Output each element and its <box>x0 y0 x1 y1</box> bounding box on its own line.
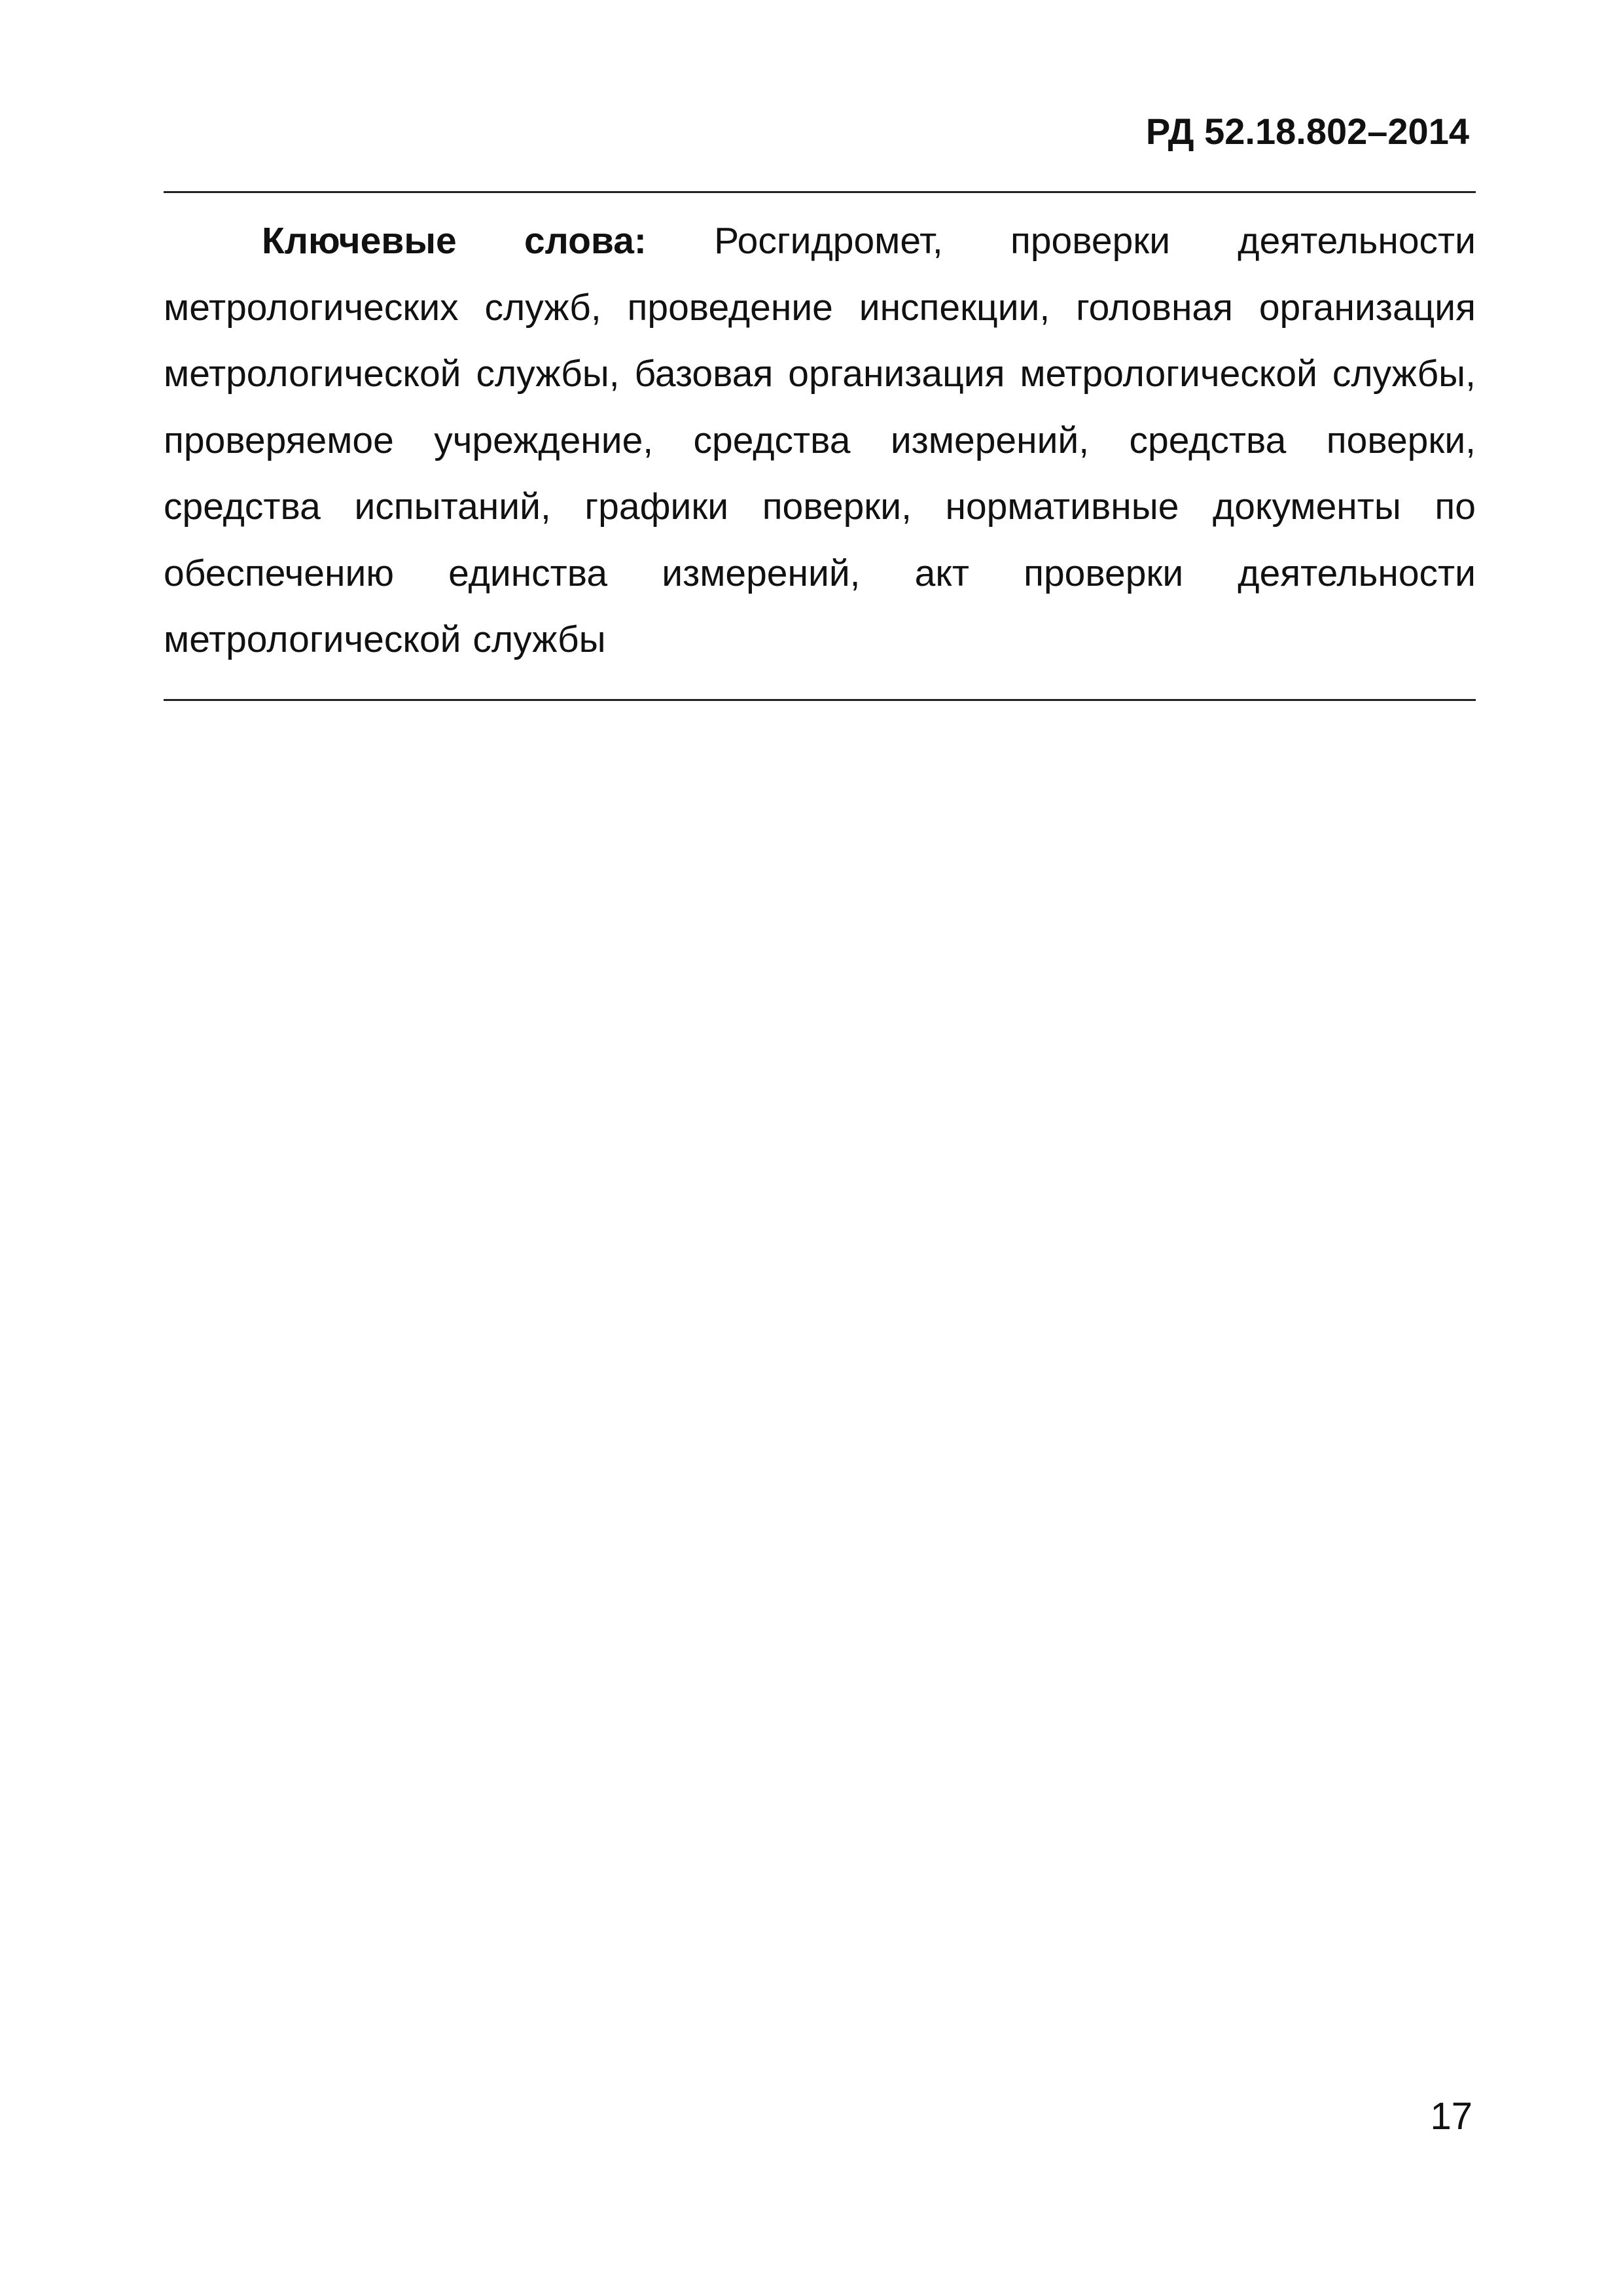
keywords-paragraph <box>164 208 1476 673</box>
document-code: РД 52.18.802–2014 <box>1145 111 1469 152</box>
page-number: 17 <box>1430 2095 1472 2138</box>
bottom-divider <box>164 699 1476 701</box>
keywords-text: Росгидромет, проверки деятельности метрологических служб, проведение инспекции, головная организация метрологической службы, базовая организация метрологической службы, проверяемое учреждение, средства измерений, средства поверки, средства испытаний, графики поверки, нормативные документы по обеспечению единства измерений, акт проверки деятельности метрологической службы <box>164 220 1476 660</box>
keywords-label: Ключевые слова: <box>262 220 647 262</box>
top-divider <box>164 191 1476 193</box>
